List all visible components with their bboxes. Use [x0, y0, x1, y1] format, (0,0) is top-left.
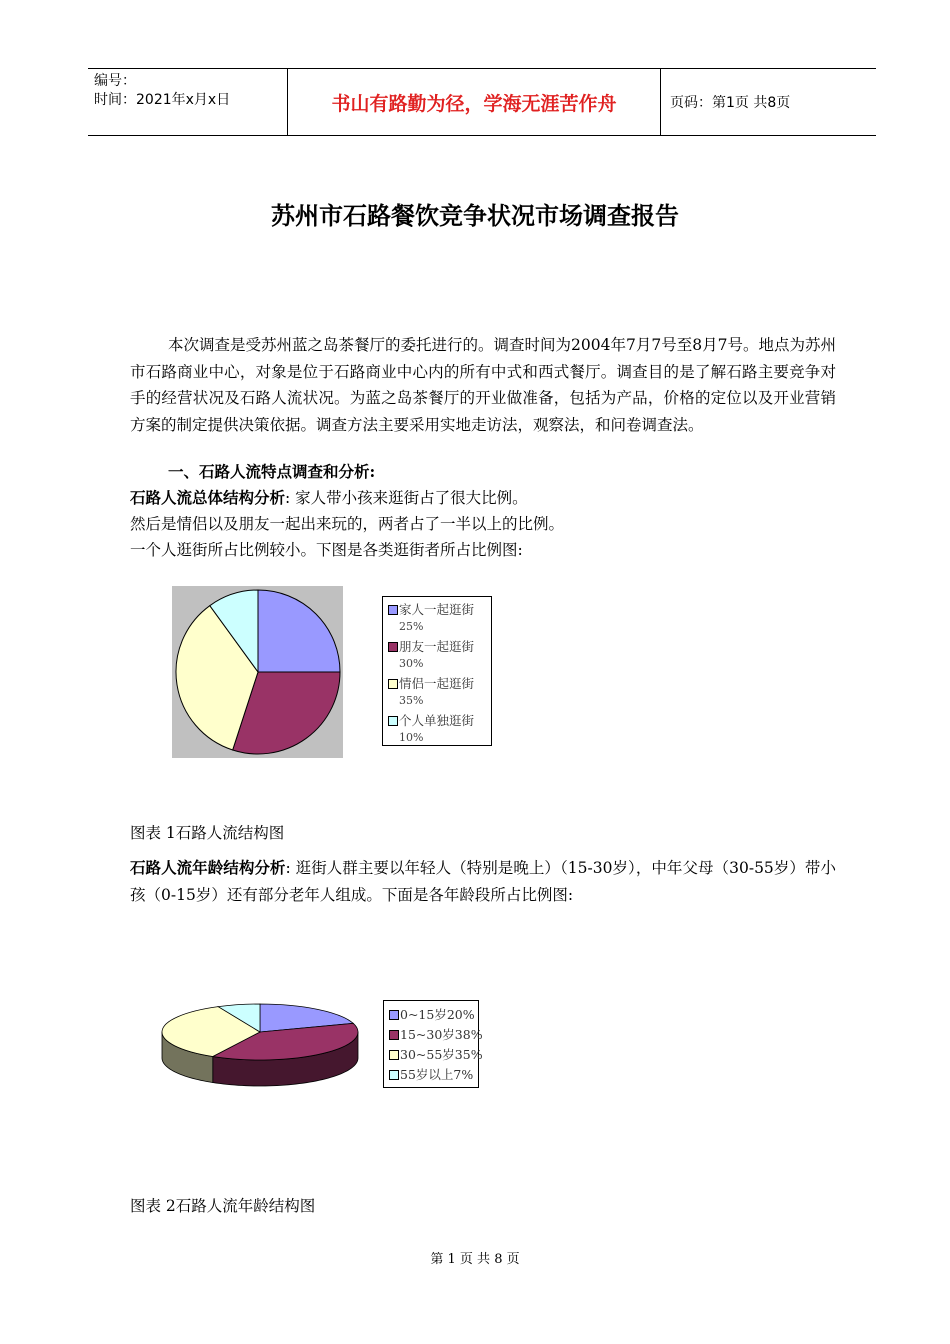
- caption-2: 图表 2石路人流年龄结构图: [130, 1197, 316, 1215]
- structure-line-2: 然后是情侣以及朋友一起出来玩的，两者占了一半以上的比例。: [130, 515, 565, 533]
- legend2-label-0: 0~15岁20%: [400, 1007, 475, 1022]
- header-motto: 书山有路勤为径，学海无涯苦作舟: [287, 69, 661, 135]
- legend1-label-3: 个人单独逛街: [399, 713, 475, 728]
- legend1-item-friends: [383, 638, 491, 675]
- chart1-legend: [382, 596, 492, 746]
- legend1-swatch-1: [388, 642, 398, 652]
- legend2-item-1: [384, 1026, 483, 1046]
- legend2-item-3: [384, 1066, 478, 1086]
- caption-1: 图表 1石路人流结构图: [130, 824, 285, 842]
- pie-chart-age: [158, 995, 362, 1087]
- number-label: 编号：: [94, 73, 136, 89]
- legend1-pct-0: 25%: [399, 620, 424, 633]
- header-page-label: 页码：第1页 共8页: [670, 95, 791, 111]
- header-meta: [88, 69, 286, 135]
- age-paragraph: [130, 855, 836, 908]
- legend1-label-1: 朋友一起逛街: [399, 639, 475, 654]
- chart2-legend: [383, 1000, 483, 1088]
- legend1-pct-1: 30%: [399, 657, 424, 670]
- age-label: 石路人流年龄结构分析: [130, 858, 286, 877]
- header-table: [88, 68, 876, 136]
- legend2-swatch-1: [389, 1030, 399, 1040]
- legend2-label-2: 30~55岁35%: [400, 1047, 483, 1062]
- legend1-label-2: 情侣一起逛街: [399, 676, 475, 691]
- structure-line-3: 一个人逛街所占比例较小。下图是各类逛街者所占比例图:: [130, 541, 523, 559]
- pie-chart-structure: [172, 586, 343, 758]
- legend1-pct-2: 35%: [399, 694, 424, 707]
- structure-label: 石路人流总体结构分析: [130, 488, 286, 507]
- page-footer: 第 1 页 共 8 页: [430, 1252, 520, 1267]
- section1-heading: 一、石路人流特点调查和分析:: [168, 462, 376, 481]
- legend2-swatch-3: [389, 1070, 399, 1080]
- legend2-item-0: [384, 1006, 478, 1026]
- structure-line-1: [130, 485, 836, 511]
- legend1-item-family: [383, 601, 491, 638]
- legend1-label-0: 家人一起逛街: [399, 602, 475, 617]
- legend2-item-2: [384, 1046, 483, 1066]
- legend1-pct-3: 10%: [399, 731, 424, 744]
- legend1-swatch-3: [388, 716, 398, 726]
- legend2-label-3: 55岁以上7%: [400, 1067, 474, 1082]
- intro-paragraph: 本次调查是受苏州蓝之岛茶餐厅的委托进行的。调查时间为2004年7月7号至8月7号。地点为苏州市石路商业中心，对象是位于石路商业中心内的所有中式和西式餐厅。调查目的是了解石路主要竞争对手的经营状况及石路人流状况。为蓝之岛茶餐厅的开业做准备，包括为产品，价格的定位以及开业营销方案的制定提供决策依据。调查方法主要采用实地走访法，观察法，和问卷调查法。: [130, 336, 836, 434]
- structure-text-1: : 家人带小孩来逛街占了很大比例。: [285, 489, 528, 507]
- legend1-swatch-2: [388, 679, 398, 689]
- document-title: 苏州市石路餐饮竞争状况市场调查报告: [271, 202, 679, 230]
- legend2-swatch-0: [389, 1010, 399, 1020]
- legend2-label-1: 15~30岁38%: [400, 1027, 483, 1042]
- legend1-item-couples: [383, 675, 491, 712]
- legend1-swatch-0: [388, 605, 398, 615]
- legend1-item-single: [383, 712, 491, 749]
- age-text: : 逛街人群主要以年轻人（特别是晚上）（15-30岁），中年父母（30-55岁）带小孩（0-15岁）还有部分老年人组成。下面是各年龄段所占比例图:: [130, 859, 836, 904]
- time-label: 时间：2021年x月x日: [94, 92, 231, 108]
- legend2-swatch-2: [389, 1050, 399, 1060]
